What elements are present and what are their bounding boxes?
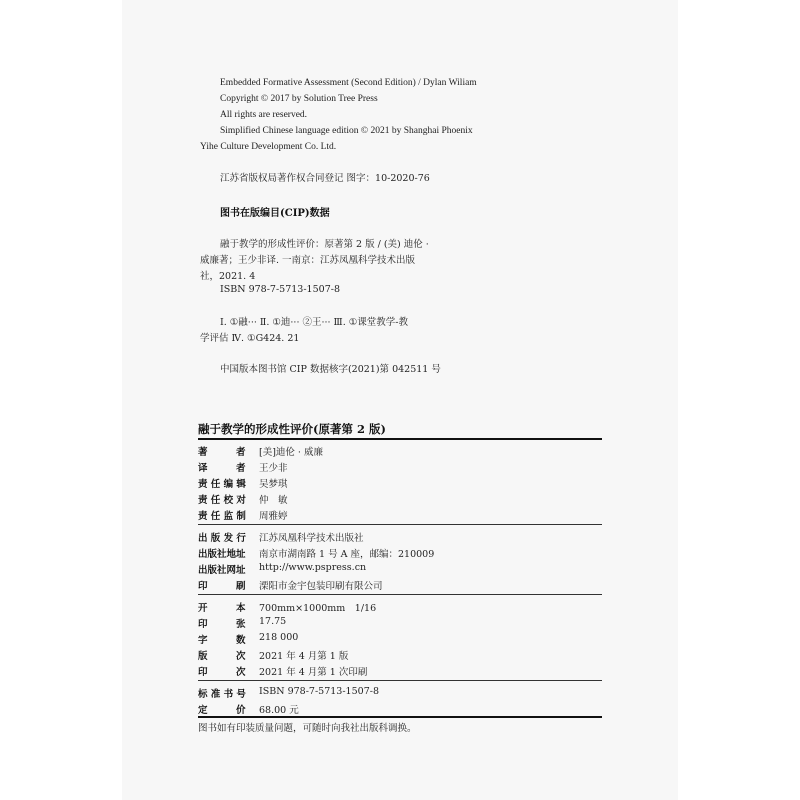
pricing-label-price: 定 价: [198, 705, 246, 716]
copyright-line-4: Simplified Chinese language edition © 2021 by Shanghai Phoenix: [220, 126, 473, 136]
spec-label-edition: 版 次: [198, 651, 246, 662]
credit-label-supervisor: 责 任 监 制: [198, 511, 246, 522]
publisher-label-address: 出版社地址: [198, 549, 246, 560]
publisher-rule: [198, 594, 602, 595]
spec-value-sheets: 17.75: [259, 616, 287, 627]
credit-value-editor: 吴梦琪: [259, 479, 288, 490]
publisher-value-distributor: 江苏凤凰科学技术出版社: [259, 533, 364, 544]
specs-rule: [198, 680, 602, 681]
pricing-label-isbn: 标 准 书 号: [198, 689, 246, 700]
title-rule: [198, 438, 602, 440]
cip-record-number: 中国版本图书馆 CIP 数据核字(2021)第 042511 号: [220, 364, 441, 375]
publisher-label-printer: 印 刷: [198, 581, 246, 592]
cip-heading: 图书在版编目(CIP)数据: [220, 208, 330, 219]
copyright-registration: 江苏省版权局著作权合同登记 图字：10-2020-76: [220, 173, 430, 184]
classification-line-2: 学评估 Ⅳ. ①G424. 21: [200, 333, 300, 344]
publisher-value-printer: 溧阳市金宇包装印刷有限公司: [259, 581, 383, 592]
spec-value-printing: 2021 年 4 月第 1 次印刷: [259, 667, 368, 678]
spec-value-wordcount: 218 000: [259, 632, 299, 643]
cip-line-2: 威廉著；王少非译. 一南京：江苏凤凰科学技术出版: [200, 255, 416, 266]
copyright-line-3: All rights are reserved.: [220, 110, 308, 120]
cip-line-4: ISBN 978-7-5713-1507-8: [220, 284, 340, 295]
credit-label-editor: 责 任 编 辑: [198, 479, 246, 490]
cip-line-3: 社，2021. 4: [200, 271, 256, 282]
credit-label-author: 著 者: [198, 447, 246, 458]
credit-label-proofreader: 责 任 校 对: [198, 495, 246, 506]
spec-value-format: 700mm×1000mm 1/16: [259, 603, 377, 614]
copyright-line-1: Embedded Formative Assessment (Second Edition) / Dylan Wiliam: [220, 78, 477, 88]
credit-value-author: [美]迪伦 · 威廉: [259, 447, 323, 458]
copyright-line-2: Copyright © 2017 by Solution Tree Press: [220, 94, 378, 104]
pricing-value-isbn: ISBN 978-7-5713-1507-8: [259, 686, 379, 697]
spec-label-sheets: 印 张: [198, 619, 246, 630]
credit-label-translator: 译 者: [198, 463, 246, 474]
publisher-value-website: http://www.pspress.cn: [259, 562, 367, 573]
publisher-value-address: 南京市湖南路 1 号 A 座，邮编：210009: [259, 549, 435, 560]
copyright-line-5: Yihe Culture Development Co. Ltd.: [200, 142, 337, 152]
cip-line-1: 融于教学的形成性评价：原著第 2 版 / (美) 迪伦 ·: [220, 239, 429, 250]
publisher-label-website: 出版社网址: [198, 565, 246, 576]
credit-value-translator: 王少非: [259, 463, 288, 474]
book-title: 融于教学的形成性评价(原著第 2 版): [198, 422, 386, 436]
credits-rule: [198, 524, 602, 525]
credit-value-proofreader: 仲 敏: [259, 495, 288, 506]
quality-notice: 图书如有印装质量问题，可随时向我社出版科调换。: [198, 723, 417, 734]
pricing-rule: [198, 716, 602, 718]
classification-line-1: Ⅰ. ①融··· Ⅱ. ①迪··· ②王··· Ⅲ. ①课堂教学-教: [220, 317, 408, 328]
publisher-label-distributor: 出 版 发 行: [198, 533, 246, 544]
pricing-value-price: 68.00 元: [259, 705, 299, 716]
spec-label-wordcount: 字 数: [198, 635, 246, 646]
spec-value-edition: 2021 年 4 月第 1 版: [259, 651, 349, 662]
spec-label-format: 开 本: [198, 603, 246, 614]
credit-value-supervisor: 周雅婷: [259, 511, 288, 522]
spec-label-printing: 印 次: [198, 667, 246, 678]
